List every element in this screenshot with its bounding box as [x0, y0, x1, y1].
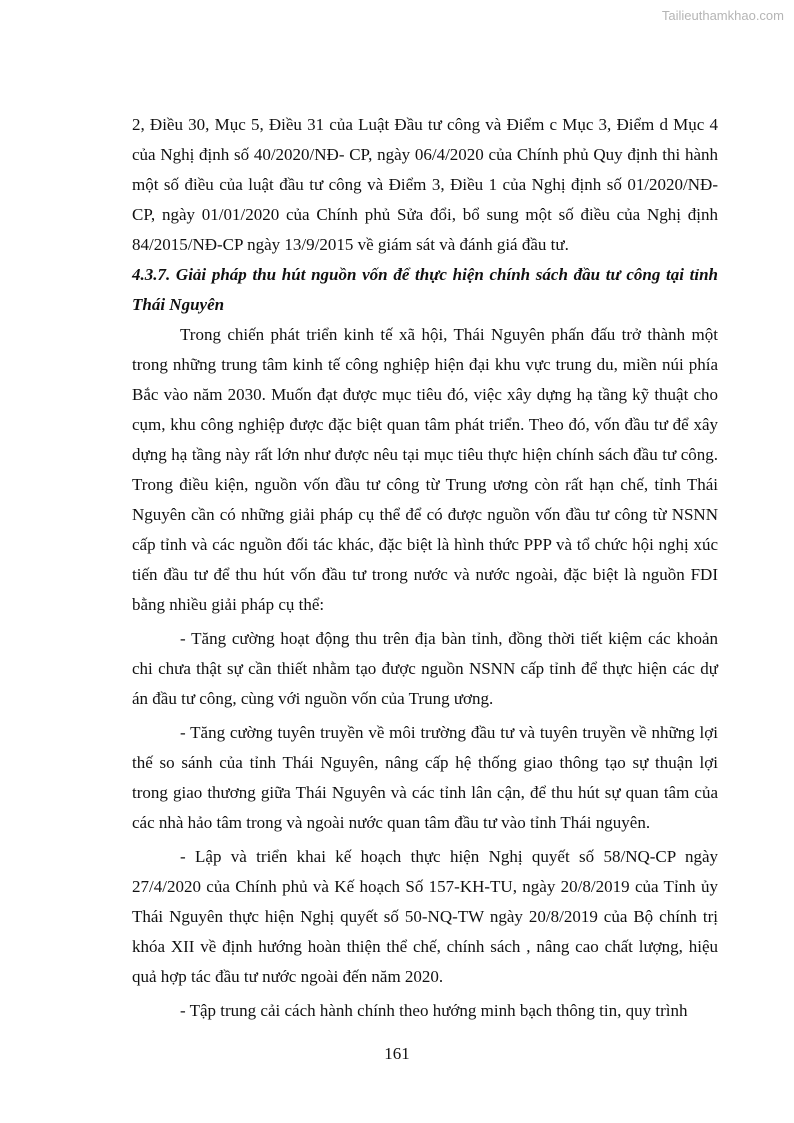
document-body	[132, 110, 718, 1026]
bullet-paragraph: - Tập trung cải cách hành chính theo hướng minh bạch thông tin, quy trình	[180, 1001, 688, 1020]
bullet-paragraph: - Tăng cường hoạt động thu trên địa bàn tỉnh, đồng thời tiết kiệm các khoản chi chưa thật sự cần thiết nhằm tạo được nguồn NSNN cấp tỉnh để thực hiện các dự án đầu tư công, cùng với nguồn vốn của Trung ương.	[132, 629, 718, 708]
bullet-paragraph: - Tăng cường tuyên truyền về môi trường đầu tư và tuyên truyền về những lợi thế so sánh của tỉnh Thái Nguyên, nâng cấp hệ thống giao thông tạo sự thuận lợi trong giao thương giữa Thái Nguyên và các tỉnh lân cận, để thu hút sự quan tâm của các nhà hảo tâm trong và ngoài nước quan tâm đầu tư vào tỉnh Thái nguyên.	[132, 723, 718, 832]
paragraph-intro: Trong chiến phát triển kinh tế xã hội, Thái Nguyên phấn đấu trở thành một trong những trung tâm kinh tế công nghiệp hiện đại khu vực trung du, miền núi phía Bắc vào năm 2030. Muốn đạt được mục tiêu đó, việc xây dựng hạ tầng kỹ thuật cho cụm, khu công nghiệp được đặc biệt quan tâm phát triển. Theo đó, vốn đầu tư để xây dựng hạ tầng này rất lớn như được nêu tại mục tiêu thực hiện chính sách đầu tư công. Trong điều kiện, nguồn vốn đầu tư công từ Trung ương còn rất hạn chế, tỉnh Thái Nguyên cần có những giải pháp cụ thể để có được nguồn vốn đầu tư công từ NSNN cấp tỉnh và các nguồn đối tác khác, đặc biệt là hình thức PPP và tổ chức hội nghị xúc tiến đầu tư để thu hút vốn đầu tư trong nước và nước ngoài, đặc biệt là nguồn FDI bằng nhiều giải pháp cụ thể:	[132, 325, 718, 614]
paragraph-continuation: 2, Điều 30, Mục 5, Điều 31 của Luật Đầu tư công và Điểm c Mục 3, Điểm d Mục 4 của Nghị định số 40/2020/NĐ- CP, ngày 06/4/2020 của Chính phủ Quy định thi hành một số điều của luật đầu tư công và Điểm 3, Điều 1 của Nghị định số 01/2020/NĐ-CP, ngày 01/01/2020 của Chính phủ Sửa đổi, bổ sung một số điều của Nghị định 84/2015/NĐ-CP ngày 13/9/2015 về giám sát và đánh giá đầu tư.	[132, 115, 718, 254]
watermark: Tailieuthamkhao.com	[661, 8, 784, 23]
page-number: 161	[384, 1044, 410, 1063]
bullet-paragraph: - Lập và triển khai kế hoạch thực hiện Nghị quyết số 58/NQ-CP ngày 27/4/2020 của Chính phủ và Kế hoạch Số 157-KH-TU, ngày 20/8/2019 của Tỉnh ủy Thái Nguyên thực hiện Nghị quyết số 50-NQ-TW ngày 20/8/2019 của Bộ chính trị khóa XII về định hướng hoàn thiện thể chế, chính sách , nâng cao chất lượng, hiệu quả hợp tác đầu tư nước ngoài đến năm 2020.	[132, 847, 718, 986]
section-heading: 4.3.7. Giải pháp thu hút nguồn vốn để thực hiện chính sách đầu tư công tại tỉnh Thái Nguyên	[132, 265, 718, 314]
